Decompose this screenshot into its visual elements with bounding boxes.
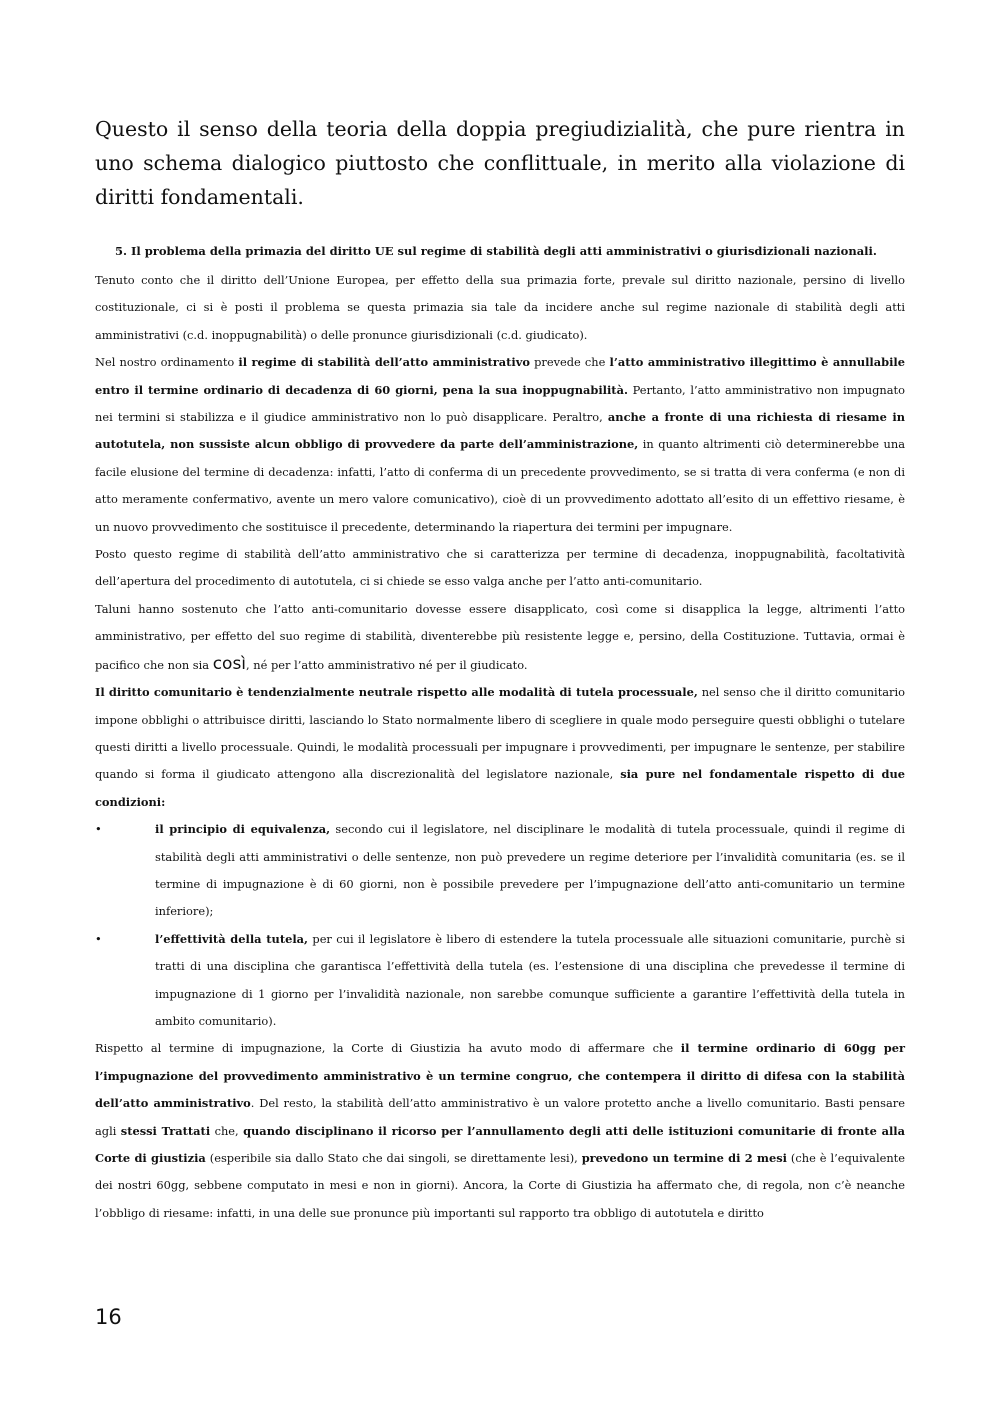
bold-run: il termine ordinario di 60gg per l’impugnazione del provvedimento amministrativo è un termine congruo, che contempera il diritto di difesa con la stabilità dell’atto amministrativo — [95, 1041, 905, 1111]
bullet-icon: • — [95, 931, 102, 946]
bold-run: il regime di stabilità dell’atto amministrativo — [238, 355, 530, 370]
bullet-icon: • — [95, 822, 102, 837]
text-run: Pertanto, l’atto amministrativo non impugnato nei termini si stabilizza e il giudice amministrativo non lo può disapplicare. Peraltro, — [95, 382, 905, 425]
text-run: (che è l’equivalente dei nostri 60gg, sebbene computato in mesi e non in giorni). Ancora, la Corte di Giustizia ha affermato che, di regola, non c’è neanche l’obbligo di riesame: infatti, in una delle sue pronunce più importanti sul rapporto tra obbligo di autotutela e diritto — [95, 1151, 906, 1220]
paragraph-5 — [95, 679, 905, 816]
page-content — [95, 112, 905, 1227]
text-run: . Del resto, la stabilità dell’atto amministrativo è un valore protetto anche a livello comunitario. Basti pensare agli — [95, 1096, 905, 1138]
bullet-text — [155, 926, 905, 1036]
text-run: , né per l’atto amministrativo né per il giudicato. — [246, 657, 528, 672]
text-run: nel senso che il diritto comunitario impone obblighi o attribuisce diritti, lasciando lo Stato normalmente libero di scegliere in quale modo perseguire questi obblighi o tutelare questi diritti a livello processuale. Quindi, le modalità processuali per impugnare i provvedimenti, per impugnare le sentenze, per stabilire quando si forma il giudicato attengono alla discrezionalità del legislatore nazionale, — [95, 685, 906, 782]
bullet-item-equivalenza — [95, 816, 905, 926]
paragraph-2 — [95, 349, 905, 541]
lead-paragraph: Questo il senso della teoria della doppia pregiudizialità, che pure rientra in uno schema dialogico piuttosto che conflittuale, in merito alla violazione di diritti fondamentali. — [95, 117, 905, 209]
page-number: 16 — [95, 1305, 122, 1329]
paragraph-6 — [95, 1035, 905, 1227]
bullet-text — [155, 816, 905, 926]
large-word: così — [212, 653, 247, 674]
bold-run: stessi Trattati — [120, 1123, 211, 1138]
bold-run: l’effettività della tutela, — [155, 931, 309, 946]
bold-run: Il diritto comunitario è tendenzialmente neutrale rispetto alle modalità di tutela processuale, — [95, 685, 698, 700]
bold-run: quando disciplinano il ricorso per l’annullamento degli atti delle istituzioni comunitarie di fronte alla Corte di giustizia — [95, 1123, 905, 1165]
text-run: Taluni hanno sostenuto che l’atto anti-comunitario dovesse essere disapplicato, così come si disapplica la legge, altrimenti l’atto amministrativo, per effetto del suo regime di stabilità, diventerebbe più resistente legge e, persino, della Costituzione. Tuttavia, ormai è pacifico che non sia — [95, 601, 905, 672]
bold-run: anche a fronte di una richiesta di riesame in autotutela, non sussiste alcun obbligo di provvedere da parte dell’amministrazione, — [95, 410, 905, 452]
text-run: Nel nostro ordinamento — [95, 355, 239, 370]
text-run: (esperibile sia dallo Stato che dai singoli, se direttamente lesi), — [205, 1151, 582, 1165]
text-run: per cui il legislatore è libero di estendere la tutela processuale alle situazioni comunitarie, purchè si tratti di una disciplina che garantisca l’effettività della tutela (es. l’estensione di una disciplina che prevedesse il termine di impugnazione di 1 giorno per l’invalidità nazionale, non sarebbe comunque sufficiente a garantire l’effettività della tutela in ambito comunitario). — [155, 931, 905, 1028]
bullet-item-effettivita — [95, 926, 905, 1036]
text-run: prevede che — [529, 355, 610, 370]
section-heading: 5. Il problema della primazia del diritto UE sul regime di stabilità degli atti amministrativi o giurisdizionali nazionali. — [115, 244, 877, 258]
bold-run: il principio di equivalenza, — [155, 822, 331, 837]
text-run: in quanto altrimenti ciò determinerebbe una facile elusione del termine di decadenza: infatti, l’atto di conferma di un precedente provvedimento, se si tratta di vera conferma (e non di atto meramente confermativo, avente un mero valore comunicativo), cioè di un provvedimento adottato all’esito di un effettivo riesame, è un nuovo provvedimento che sostituisce il precedente, determinando la riapertura dei termini per impugnare. — [95, 437, 905, 534]
bold-run: prevedono un termine di 2 mesi — [581, 1151, 787, 1165]
text-run: secondo cui il legislatore, nel disciplinare le modalità di tutela processuale, quindi il regime di stabilità degli atti amministrativi o delle sentenze, non può prevedere un regime deteriore per l’invalidità comunitaria (es. se il termine di impugnazione è di 60 giorni, non è possibile prevedere per l’impugnazione dell’atto anti-comunitario un termine inferiore); — [155, 822, 905, 919]
bold-run: l’atto amministrativo illegittimo è annullabile entro il termine ordinario di decadenza di 60 giorni, pena la sua inoppugnabilità. — [95, 355, 905, 397]
bold-run: sia pure nel fondamentale rispetto di due condizioni: — [95, 767, 905, 809]
paragraph-3: Posto questo regime di stabilità dell’atto amministrativo che si caratterizza per termine di decadenza, inoppugnabilità, facoltatività dell’apertura del procedimento di autotutela, ci si chiede se esso valga anche per l’atto anti-comunitario. — [95, 547, 905, 589]
paragraph-1: Tenuto conto che il diritto dell’Unione Europea, per effetto della sua primazia forte, prevale sul diritto nazionale, persino di livello costituzionale, ci si è posti il problema se questa primazia sia tale da incidere anche sul regime nazionale di stabilità degli atti amministrativi (c.d. inoppugnabilità) o delle pronunce giurisdizionali (c.d. giudicato). — [95, 273, 905, 342]
text-run: Rispetto al termine di impugnazione, la Corte di Giustizia ha avuto modo di affermare che — [95, 1041, 681, 1056]
text-run: che, — [210, 1123, 244, 1138]
paragraph-4 — [95, 596, 905, 679]
